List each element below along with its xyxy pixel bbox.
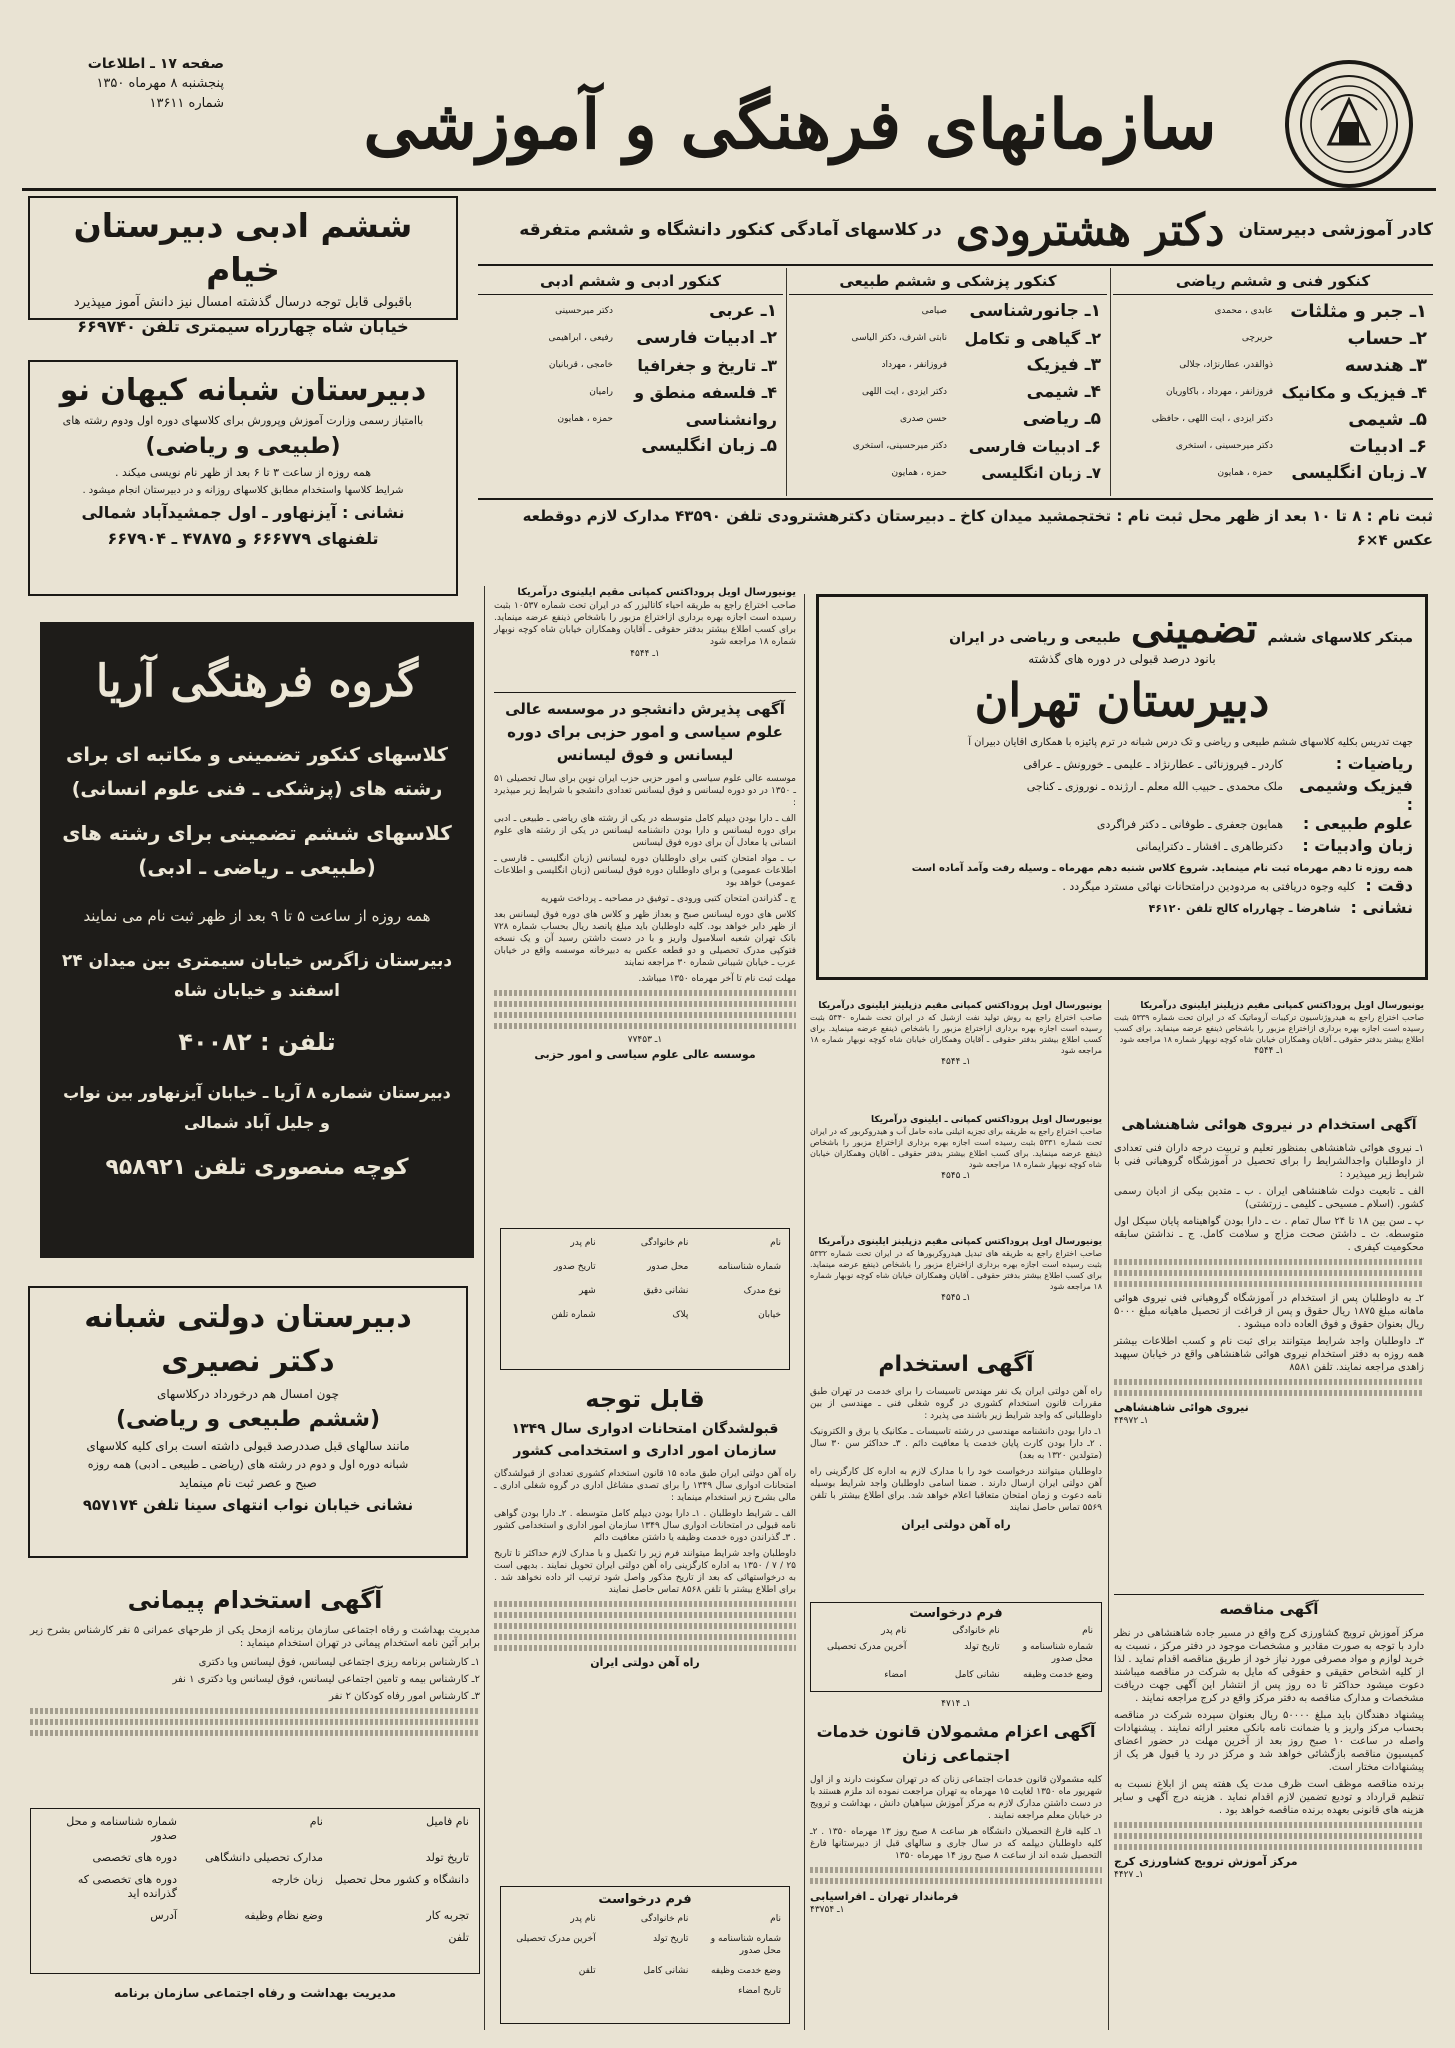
tabiei-item: ۷ـ زبان انگلیسی [981, 464, 1101, 482]
text-placeholder [494, 1601, 796, 1607]
col-adabi-items [617, 298, 777, 460]
airforce-body4: ۲ـ به داوطلبان پس از استخدام در آموزشگاه گروهبانی فنی نیروی هوائی ماهانه مبلغ ۱۸۷۵ ریال حقوق و پس از فراغت از تحصیل ماهیانه مبلغ ۵۰۰۰ ریال بعنوان حقوق و فوق العاده داده میشود . [1114, 1293, 1424, 1330]
monaghese-body3: برنده مناقصه موظف است ظرف مدت یک هفته پس از ابلاغ نسبت به تنظیم قرارداد و تودیع تضمین لازم اقدام نماید . هزینه درج آگهی و سایر هزینه های قانونی بعهده برنده مناقصه خواهد بود . [1114, 1779, 1424, 1816]
monaghese-sign: مرکز آموزش ترویج کشاورزی کرج [1114, 1855, 1298, 1868]
ghabel-body3: داوطلبان واجد شرایط میتوانند فرم زیر را تکمیل و با مدارک لازم حداکثر تا تاریخ ۲۵ / ۷ / ۱۳۵۰ به اداره کارگزینی راه آهن دولتی ایران تحویل نمایند . بدیهی است به درخواستهائی که بعد از تاریخ مذکور واصل شود ترتیب اثر داده نخواهد شد . برای اطلاع بیشتر با تلفن ۸۵۶۸ تماس حاصل نمایند [494, 1549, 796, 1595]
tehran-row-value: دکترطاهری ـ افشار ـ دکترایمانی [1136, 840, 1283, 853]
form-field-label: نام خانوادگی [952, 1626, 1000, 1636]
form-field-label: تاریخ صدور [553, 1262, 596, 1272]
patent-code: ۱ـ ۴۵۴۴ [630, 649, 660, 659]
form-field-label: آخرین مدرک تحصیلی [826, 1642, 907, 1652]
airforce-body3: پ ـ سن بین ۱۸ تا ۲۴ سال تمام . ت ـ دارا بودن گواهینامه پایان سیکل اول متوسطه. ث ـ داشتن صحت مزاج و سلامت کامل. ج ـ نداشتن سابقه محکومیت کیفری . [1114, 1216, 1425, 1253]
form-field-label: امضاء [884, 1670, 907, 1680]
text-placeholder [1114, 1390, 1424, 1396]
text-placeholder [1114, 1281, 1424, 1287]
ulum-body5: کلاس های دوره لیسانس صبح و بعداز ظهر و کلاس های دوره فوق لیسانس بعد از ظهر دایر خواهد بود. کلیه داوطلبان باید مبلغ پانصد ریال بحساب شماره ۷۲۸ بانک تهران شعبه اسلامبول واریز و با در دست داشتن رسید آن و یک نسخه فتوکپی مدرک تحصیلی و دو قطعه عکس به دبیرخانه موسسه واقع در خیابان عرب ـ خیابان شیبانی شماره ۳۰ مراجعه نمایند [494, 910, 796, 968]
tehran-l2-label: دقت : [1365, 876, 1413, 895]
shaba-title: دبیرستان شبانه کیهان نو [59, 373, 427, 408]
aria-line3: همه روزه از ساعت ۵ تا ۹ بعد از ظهر ثبت نام می نمایند [83, 907, 431, 925]
text-placeholder [1114, 1844, 1424, 1850]
form-field-label: نام خانوادگی [640, 1238, 689, 1248]
nasiri-line4: شبانه دوره اول و دوم در رشته های (ریاضی ـ طبیعی ـ ادبی) همه روزه [87, 1458, 409, 1471]
form-field-label: نام فامیل [426, 1815, 469, 1828]
patent-title: یونیورسال اویل پروداکتس کمپانی مقیم دزپلینز ایلینوی درآمریکا [818, 1237, 1102, 1247]
tehran-row-label: فیزیک وشیمی : [1298, 776, 1413, 814]
text-placeholder [810, 1867, 1102, 1873]
tabiei-teacher: فروزانفر ، مهرداد [881, 360, 947, 370]
newspaper-emblem [1285, 60, 1413, 188]
tehran-row-value: ملک محمدی ـ حبیب الله معلم ـ ارژنده ـ نوروزی ـ کناجی [1026, 780, 1283, 793]
aria-line4: دبیرستان زاگرس خیابان سیمتری بین میدان ۲۴ اسفند و خیابان شاه [61, 951, 453, 1001]
form-field-label: شماره شناسنامه و محل صدور [66, 1815, 177, 1842]
form-field-label: تاریخ تولد [652, 1934, 689, 1944]
form-field-label: نشانی کامل [643, 1966, 689, 1976]
tehran-l3: شاهرضا ـ چهارراه کالج تلفن ۴۶۱۲۰ [1148, 902, 1341, 915]
hashtroudi-pre: کادر آموزشی دبیرستان [1238, 220, 1433, 240]
ad-monaghese [1114, 1594, 1424, 2030]
tabiei-teacher: دکتر میرحسینی، استخری [852, 441, 947, 451]
estekhdam-title: آگهی استخدام [878, 1352, 1034, 1377]
ad-air-force [1114, 1114, 1424, 1588]
riazi-teacher: دکتر ایزدی ، ایت اللهی ، حافظی [1151, 414, 1273, 424]
ghabel-form-grid [509, 1913, 781, 1997]
col-riazi-items [1277, 298, 1427, 487]
patent-code: ۱ـ ۴۵۴۴ [941, 1057, 971, 1067]
column-divider [804, 594, 805, 2030]
ulum-body3: ب ـ مواد امتحان کتبی برای داوطلبان دوره لیسانس (زبان انگلیسی ـ فارسی ـ اطلاعات عمومی) و برای داوطلبان دوره فوق لیسانس (زبان انگلیسی و اطلاعات عمومی) خواهد بود [494, 854, 796, 888]
tehran-l2-row [831, 876, 1413, 898]
monaghese-body2: پیشنهاد دهندگان باید مبلغ ۵۰۰۰۰ ریال بعنوان سپرده شرکت در مناقصه بحساب مرکز واریز و یا ضمانت نامه بانکی معتبر ارائه نمایند . پیشنهادات واصله در ساعت ۱۰ صبح روز بعد از آخرین مهلت در حضور اعضای کمیسیون مناقصه بازگشائی خواهد شد و مرکز در رد یا قبول هر یک از پیشنهادات مختار است. [1114, 1710, 1425, 1773]
adabi-teacher: رامیان [589, 387, 613, 397]
tehran-header [831, 605, 1413, 652]
form-field-label: محل صدور [646, 1262, 689, 1272]
tehran-row4 [831, 836, 1413, 858]
tehran-title2: دبیرستان تهران [974, 673, 1270, 727]
nasiri-line2: (ششم طبیعی و ریاضی) [115, 1407, 381, 1432]
issue-date: پنجشنبه ۸ مهرماه ۱۳۵۰ [96, 76, 224, 91]
tehran-l1: همه روزه تا دهم مهرماه ثبت نام مینماید. شروع کلاس شنبه دهم مهرماه ـ وسیله رفت وآمد آماده است [911, 863, 1413, 874]
ad-hashtroudi [478, 200, 1433, 556]
form-field-label: تجربه کار [426, 1909, 469, 1922]
riazi-teacher: دکتر میرحسینی ، استخری [1175, 441, 1273, 451]
form-field-label: نام [1082, 1626, 1093, 1636]
tabiei-item: ۵ـ ریاضی [1022, 409, 1101, 429]
text-placeholder [30, 1730, 480, 1736]
text-placeholder [1114, 1259, 1424, 1265]
form-field-label: شماره تلفن [551, 1310, 596, 1320]
estekhdam-body2: ۱ـ دارا بودن دانشنامه مهندسی در رشته تاسیسات ـ مکانیک یا برق و الکترونیک . ۲ـ دارا بودن کارت پایان خدمت یا معافیت دائم . ۳ـ حداکثر سن ۳۰ سال (متولدین ۱۳۲۰ به بعد) [810, 1427, 1103, 1461]
text-placeholder [1114, 1270, 1424, 1276]
form-field-label: نشانی دقیق [643, 1286, 689, 1296]
tabiei-teacher: حمزه ، همایون [891, 468, 947, 478]
tabiei-item: ۲ـ گیاهی و تکامل [964, 329, 1101, 348]
adabi-item: ۲ـ ادبیات فارسی [636, 328, 777, 348]
form-field-label: وضع نظام وظیفه [244, 1909, 323, 1922]
ulum-form [500, 1228, 790, 1370]
riazi-teacher: حمزه ، همایون [1217, 468, 1273, 478]
form-field-label: شماره شناسنامه و محل صدور [1022, 1642, 1093, 1664]
airforce-body1: ۱ـ نیروی هوائی شاهنشاهی بمنظور تعلیم و تربیت درجه داران فنی تعدادی از داوطلبان واجدالشرایط را برای تحصیل در آموزشگاه گروهبانی فنی با شرایط زیر میپذیرد : [1114, 1143, 1424, 1180]
form-field-label: نام [770, 1238, 781, 1248]
ulum-body4: ج ـ گذراندن امتحان کتبی ورودی ـ توفیق در مصاحبه ـ پرداخت شهریه [540, 894, 796, 904]
zanan-body1: کلیه مشمولان قانون خدمات اجتماعی زنان که در تهران سکونت دارند و از اول شهریور ماه ۱۳۵۰ لغایت ۱۵ مهرماه به تهران مراجعت نموده اند ملزم هستند با در دست داشتن مدارک لازم به مرکز آموزش سپاهیان دانش ، بهداشت و ترویج در خیابان معلم مراجعه نمایند . [810, 1775, 1103, 1821]
tehran-pre: مبتکر کلاسهای ششم [1267, 630, 1413, 646]
text-placeholder [30, 1708, 480, 1714]
col-tabiei-heading: کنکور پزشکی و ششم طبیعی [789, 268, 1107, 295]
tabiei-teacher: نابتی اشرف، دکتر الیاسی [851, 333, 947, 343]
form-field-label: نام [309, 1815, 323, 1828]
form-field-label: تلفن [578, 1966, 596, 1976]
estekhdam-body3: داوطلبان میتوانند درخواست خود را با مدارک لازم به اداره کل کارگزینی راه آهن دولتی ایران ارسال دارند . ضمنا اسامی داوطلبان واجد شرایط بوسیله نامه دعوت و زمان امتحان متعاقبا اعلام خواهد شد. برای اطلاع بیشتر با تلفن ۵۵۶۹ تماس حاصل نمایند [810, 1467, 1102, 1513]
tehran-row-value: همایون جعفری ـ طوفانی ـ دکتر فراگردی [1096, 818, 1283, 831]
ghabel-sub1: قبولشدگان امتحانات ادواری سال ۱۳۴۹ [511, 1421, 779, 1437]
ad-aria [40, 622, 474, 1258]
riazi-item: ۵ـ شیمی [1348, 409, 1427, 430]
shaba-line6: تلفنهای ۶۶۶۷۷۹ و ۴۷۸۷۵ ـ ۶۶۷۹۰۴ [107, 529, 379, 548]
tehran-row-label: ریاضیات : [1335, 754, 1413, 773]
monaghese-code: ۱ـ ۴۴۲۷ [1114, 1870, 1144, 1880]
peymani-footer: مدیریت بهداشت و رفاه اجتماعی سازمان برنامه [113, 1986, 397, 2000]
ad-zanan [810, 1720, 1102, 2030]
text-placeholder [810, 1878, 1102, 1884]
tehran-sub1: بانود درصد قبولی در دوره های گذشته [1028, 652, 1216, 666]
tehran-intro: جهت تدریس بکلیه کلاسهای ششم طبیعی و ریاضی و تک درس شبانه در ترم پائیزه با همکاری اقایان دبیران آ [968, 737, 1413, 748]
form-field-label: شماره شناسنامه [717, 1262, 781, 1272]
form-field-label: وضع خدمت وظیفه [1022, 1670, 1093, 1680]
patent-body: صاحب اختراع راجع به روش تولید نفت ازشیل که در ایران تحت شماره ۵۳۴۰ بثبت رسیده است اجازه بهره برداری ازاختراع مزبور را باشخاص ذینفع عرضه مینماید. برای کسب اطلاع بیشتر بدفتر حقوقی ـ آقایان وهمکاران خیابان شاه کوچه نوبهار شماره ۱۸ مراجعه شود [810, 1013, 1102, 1055]
hashtroudi-col-riazi [1113, 268, 1433, 496]
form-field-label: دانشگاه و کشور محل تحصیل [334, 1873, 469, 1886]
form-field-label: تاریخ امضاء [738, 1986, 781, 1996]
ad-patent-mid2 [810, 1000, 1102, 1104]
estekhdam-form-title: فرم درخواست [909, 1606, 1003, 1621]
tehran-row-label: زبان وادبیات : [1302, 836, 1413, 855]
ghabel-form [500, 1886, 790, 2024]
ad-tehran [816, 594, 1428, 980]
nasiri-line6: نشانی خیابان نواب انتهای سینا تلفن ۹۵۷۱۷۴ [82, 1496, 414, 1514]
hashtroudi-rule-top [478, 264, 1433, 266]
airforce-title: آگهی استخدام در نیروی هوائی شاهنشاهی [1121, 1117, 1417, 1133]
khayyam-title: ششم ادبی دبیرستان خیام [73, 206, 413, 289]
tehran-l2: کلیه وجوه دریافتی به مردودین درامتحانات نهائی مسترد میگردد . [1062, 880, 1356, 893]
patent-body: صاحب اختراع راجع به طریقه احیاء کاتالیزر که در ایران تحت شماره ۱۰۵۳۷ بثبت رسیده است اجازه بهره برداری ازاختراع مزبور را باشخاص ذینفع عرضه مینماید. برای کسب اطلاع بیشتر بدفتر حقوقی ـ آقایان وهمکاران خیابان شاه کوچه نوبهار شماره ۱۸ مراجعه شود [494, 601, 796, 647]
tabiei-teacher: صیامی [921, 306, 947, 316]
shaba-line2: (طبیعی و ریاضی) [145, 434, 341, 459]
text-placeholder [1114, 1379, 1424, 1385]
patent-title: یونیورسال اویل پروداکتس کمپانی مقیم دزپلینز ایلینوی درآمریکا [1140, 1001, 1424, 1011]
hashtroudi-col-adabi [478, 268, 783, 496]
ad-patent-c1 [810, 1114, 1102, 1226]
form-field-label: دوره های تخصصی [92, 1851, 177, 1864]
estekhdam-body1: راه آهن دولتی ایران یک نفر مهندس تاسیسات را برای خدمت در تهران طبق مقررات قانون استخدام کشوری در گروه شغلی فنی ـ مهندسی از بین داوطلبانی که واجد شرایط زیر باشند می پذیرد : [810, 1387, 1102, 1421]
ulum-form-grid [509, 1237, 781, 1321]
nasiri-title2: دکتر نصیری [161, 1344, 335, 1379]
aria-line2: کلاسهای ششم تضمینی برای رشته های (طبیعی ـ ریاضی ـ ادبی) [62, 821, 452, 879]
khayyam-line2: خیابان شاه چهارراه سیمتری تلفن ۶۶۹۷۴۰ [77, 317, 409, 336]
peymani-title: آگهی استخدام پیمانی [127, 1586, 383, 1614]
peymani-form [30, 1808, 480, 1974]
issue-number: شماره ۱۳۶۱۱ [149, 96, 224, 111]
monaghese-body1: مرکز آموزش ترویج کشاورزی کرج واقع در مسیر جاده شاهنشاهی در نظر دارد با توجه به صورت مقادیر و مشخصات موجود در دفتر مرکز ، نسبت به خرید لوازم و مواد مصرفی مورد نیاز خود از طریق مناقصه اقدام نماید . لذا از کلیه اشخاص حقیقی و حقوقی که مایل به شرکت در مناقصه میباشند دعوت میشود حداکثر تا ده روز پس از انتشار این آگهی جهت دریافت مشخصات و مدارک مناقصه به دفتر مرکز واقع در کرج مراجعه نمایند . [1114, 1628, 1424, 1704]
adabi-item: ۵ـ زبان انگلیسی [641, 436, 777, 456]
hashtroudi-rule-bottom [478, 498, 1433, 500]
emblem-icon [1295, 70, 1403, 178]
col-adabi-teachers [483, 298, 613, 433]
text-placeholder [494, 1634, 796, 1640]
hashtroudi-register: ثبت نام : ۸ تا ۱۰ بعد از ظهر محل ثبت نام : تختجمشید میدان کاخ ـ دبیرستان دکترهشترودی تلفن ۴۳۵۹۰ مدارک لازم دوقطعه عکس ۴×۶ [522, 507, 1433, 549]
tabiei-teacher: حسن صدری [899, 414, 947, 424]
ad-khayyam [28, 196, 458, 336]
peymani-item: ۳ـ کارشناس امور رفاه کودکان ۲ نفر [329, 1691, 480, 1702]
airforce-code: ۱ـ ۴۴۹۷۲ [1114, 1416, 1149, 1426]
tabiei-item: ۱ـ جانورشناسی [969, 301, 1101, 321]
form-field-label: نام خانوادگی [640, 1914, 689, 1924]
estekhdam-form [810, 1602, 1102, 1692]
zanan-title: آگهی اعزام مشمولان قانون خدمات اجتماعی زنان [816, 1722, 1096, 1765]
form-field-label: تاریخ تولد [425, 1851, 469, 1864]
airforce-body2: الف ـ تابعیت دولت شاهنشاهی ایران . ب ـ متدین بیکی از ادیان رسمی کشور. (اسلام ـ مسیحی ـ کلیمی ـ زرتشتی) [1114, 1186, 1424, 1210]
adabi-item: ۴ـ فلسفه منطق و روانشناسی [634, 383, 777, 429]
tehran-row1 [831, 754, 1413, 776]
col-riazi-heading: کنکور فنی و ششم ریاضی [1113, 268, 1433, 295]
patent-code: ۱ـ ۴۵۴۵ [941, 1293, 971, 1303]
masthead-title: سازمانهای فرهنگی و آموزشی [363, 85, 1217, 165]
riazi-item: ۷ـ زبان انگلیسی [1291, 463, 1427, 483]
tehran-row-value: کاردر ـ فیروزنائی ـ عطارنژاد ـ علیمی ـ خورونش ـ عراقی [1023, 758, 1283, 771]
patent-body: صاحب اختراع راجع به هیدروژناسیون ترکیبات آروماتیک که در ایران تحت شماره ۵۳۳۹ بثبت رسیده است اجازه بهره برداری ازاختراع مزبور را باشخاص ذینفع عرضه مینماید. برای کسب اطلاع بیشتر بدفتر حقوقی ـ آقایان وهمکاران خیابان شاه کوچه نوبهار شماره ۱۸ مراجعه شود [1114, 1013, 1424, 1044]
masthead-rule [22, 188, 1436, 191]
col-tabiei-items [951, 298, 1101, 487]
separator [1114, 1594, 1424, 1595]
aria-line6: کوچه منصوری تلفن ۹۵۸۹۲۱ [105, 1155, 409, 1180]
peymani-form-grid [41, 1815, 469, 1945]
patent-title: یونیورسال اویل پروداکتس کمپانی مقیم ایلینوی درآمریکا [517, 587, 796, 598]
patent-title: یونیورسال اویل پروداکتس کمپانی مقیم دزپلینز ایلینوی درآمریکا [818, 1001, 1102, 1011]
ad-estekhdam [810, 1348, 1102, 1694]
patent-body: صاحب اختراع راجع به طریقه های تبدیل هیدروکربورها که در ایران تحت شماره ۵۳۳۲ بثبت رسیده است اجازه بهره برداری ازاختراع مزبور را باشخاص ذینفع عرضه مینماید. برای کسب اطلاع بیشتر بدفتر حقوقی ـ آقایان وهمکاران خیابان شاه کوچه نوبهار شماره ۱۸ مراجعه شود [810, 1249, 1102, 1291]
ulum-sign: موسسه عالی علوم سیاسی و امور حزبی [534, 1048, 756, 1061]
form-field-label: نام پدر [570, 1914, 596, 1924]
ghabel-body2: الف ـ شرایط داوطلبان . ۱ـ دارا بودن دیپلم کامل متوسطه . ۲ـ دارا بودن گواهی نامه قبولی در امتحانات ادواری سال ۱۳۴۹ سازمان امور اداری و استخدامی کشور . ۳ـ گذراندن دوره خدمت وظیفه یا داشتن معافیت دائم [494, 1509, 796, 1543]
text-placeholder [494, 1612, 796, 1618]
ulum-body1: موسسه عالی علوم سیاسی و امور حزبی حزب ایران نوین برای سال تحصیلی ۵۱ ـ ۱۳۵۰ در دو دوره لیسانس و فوق لیسانس تعدادی دانشجو با شرایط زیر میپذیرد : [494, 774, 797, 808]
text-placeholder [1114, 1833, 1424, 1839]
airforce-body5: ۳ـ داوطلبان واجد شرایط میتوانند برای ثبت نام و کسب اطلاعات بیشتر همه روزه به دفتر استخدام نیروی هوائی شاهنشاهی واقع در خیابان سپهبد زاهدی مراجعه نمایند. تلفن ۸۵۸۱ [1114, 1336, 1424, 1373]
estekhdam-sign: راه آهن دولتی ایران [901, 1518, 1011, 1531]
riazi-teacher: حریرچی [1241, 333, 1273, 343]
form-field-label: خیابان [758, 1310, 781, 1320]
tabiei-teacher: دکتر ایزدی ، ایت اللهی [861, 387, 947, 397]
ulum-code: ۱ـ ۷۷۴۵۳ [627, 1035, 663, 1045]
hashtroudi-divider [1110, 268, 1111, 496]
hashtroudi-col-tabiei [789, 268, 1107, 496]
peymani-item: ۱ـ کارشناس برنامه ریزی اجتماعی لیسانس، فوق لیسانس ویا دکتری [198, 1657, 480, 1668]
form-field-label: نام پدر [570, 1238, 596, 1248]
tabiei-item: ۴ـ شیمی [1026, 382, 1101, 402]
form-field-label: نام [770, 1914, 781, 1924]
riazi-item: ۴ـ فیزیک و مکانیک [1281, 383, 1427, 402]
tehran-row3 [831, 814, 1413, 836]
ad-shaba [28, 360, 458, 596]
form-field-label: وضع خدمت وظیفه [710, 1966, 781, 1976]
nasiri-line5: صبح و عصر ثبت نام مینماید [179, 1476, 317, 1490]
riazi-teacher: عابدی ، محمدی [1214, 306, 1273, 316]
tehran-title1-post: طبیعی و ریاضی در ایران [949, 630, 1121, 646]
form-field-label: آخرین مدرک تحصیلی [516, 1934, 596, 1944]
patent-title: یونیورسال اویل پروداکتس کمپانی ـ ایلینوی درآمریکا [870, 1115, 1102, 1125]
aria-phone1: تلفن : ۴۰۰۸۲ [178, 1028, 336, 1056]
shaba-line4: شرایط کلاسها واستخدام مطابق کلاسهای روزانه و در دبیرستان انجام میشود . [82, 485, 404, 496]
page-number: صفحه ۱۷ ـ اطلاعات [87, 56, 224, 72]
ad-patent-c2 [810, 1236, 1102, 1340]
adabi-teacher: دکتر میرحسینی [555, 306, 613, 316]
riazi-teacher: ذوالقدر، عطارنژاد، جلالی [1179, 360, 1273, 370]
ad-patent-top [494, 586, 796, 686]
aria-title: گروه فرهنگی آریا [95, 656, 419, 707]
form-field-label: پلاک [672, 1310, 689, 1320]
adabi-item: ۱ـ عربی [709, 301, 777, 321]
column-divider [1108, 1000, 1109, 2030]
riazi-item: ۲ـ حساب [1347, 328, 1427, 349]
text-placeholder [30, 1719, 480, 1725]
text-placeholder [494, 1023, 796, 1029]
form-field-label: دوره های تخصصی که گذرانده اید [77, 1873, 177, 1900]
text-placeholder [494, 1645, 796, 1651]
ghabel-title: قابل توجه [585, 1385, 705, 1413]
tehran-row-label: علوم طبیعی : [1302, 814, 1413, 833]
hashtroudi-divider [786, 268, 787, 496]
patent-code: ۱ـ ۴۵۴۵ [941, 1171, 971, 1181]
shaba-line3: همه روزه از ساعت ۳ تا ۶ بعد از ظهر نام نویسی میکند . [114, 466, 372, 479]
zanan-code: ۱ـ ۴۳۷۵۴ [810, 1905, 845, 1915]
aria-line5: دبیرستان شماره ۸ آریا ـ خیابان آیزنهاور بین نواب و جلیل آباد شمالی [63, 1083, 451, 1132]
masthead [0, 0, 1455, 190]
adabi-teacher: حمزه ، همایون [557, 414, 613, 424]
zanan-body2: ۱ـ کلیه فارغ التحصیلان دانشگاه هر ساعت ۸ صبح روز ۱۳ مهرماه ۱۳۵۰ . ۲ـ کلیه داوطلبان دیپلمه که در سال جاری و سالهای قبل از دبیرستانها فارغ التحصیل شده اند از ساعت ۸ صبح روز ۱۴ مهرماه ۱۳۵۰ [810, 1827, 1103, 1861]
peymani-intro: مدیریت بهداشت و رفاه اجتماعی سازمان برنامه ازمحل یکی از طرحهای عمرانی ۵ نفر کارشناس بشرح زیر برابر آئین نامه استخدام پیمانی در تهران استخدام مینماید : [30, 1625, 480, 1649]
form-field-label: نشانی کامل [954, 1670, 1000, 1680]
ad-ulum-siasi [494, 698, 796, 1218]
riazi-teacher: فروزانفر ، مهرداد ، باکاوریان [1165, 387, 1273, 397]
ghabel-sub2: سازمان امور اداری و استخدامی کشور [513, 1443, 777, 1459]
form-field-label: شماره شناسنامه و محل صدور [710, 1934, 781, 1956]
patent-code: ۱ـ ۴۵۴۴ [1254, 1046, 1284, 1056]
adabi-teacher: خامجی ، قربانیان [548, 360, 613, 370]
nasiri-line3: مانند سالهای قبل صددرصد قبولی داشته است برای کلیه کلاسهای [86, 1439, 410, 1453]
tabiei-item: ۳ـ فیزیک [1026, 355, 1101, 375]
patent-body: صاحب اختراع راجع به طریقه برای تجزیه اتیلنی ماده حامل آب و هیدروکربور که در ایران تحت شماره ۵۳۳۱ بثبت رسیده است اجازه بهره برداری ازاختراع مزبور را باشخاص ذینفع عرضه مینماید. برای کسب اطلاع بیشتر بدفتر حقوقی ـ آقایان وهمکاران خیابان شاه کوچه نوبهار شماره ۱۸ مراجعه شود [810, 1127, 1103, 1169]
shaba-line5: نشانی : آیزنهاور ـ اول جمشیدآباد شمالی [81, 503, 405, 522]
form-field-label: نوع مدرک [743, 1286, 781, 1296]
hashtroudi-header [478, 200, 1433, 260]
tehran-l3-row [831, 898, 1413, 920]
peymani-item: ۲ـ کارشناس بیمه و تامین اجتماعی لیسانس، فوق لیسانس ویا دکتری ۱ نفر [172, 1674, 480, 1685]
text-placeholder [494, 990, 796, 996]
ulum-body6: مهلت ثبت نام تا آخر مهرماه ۱۳۵۰ میباشد. [638, 974, 796, 984]
col-tabiei-teachers [797, 298, 947, 487]
form-field-label: زبان خارجه [271, 1873, 323, 1886]
form-field-label: نام پدر [881, 1626, 907, 1636]
nasiri-title1: دبیرستان دولتی شبانه [84, 1300, 412, 1335]
form-field-label: تاریخ تولد [964, 1642, 1000, 1652]
estekhdam-code: ۱ـ ۴۷۱۴ [941, 1699, 971, 1709]
tehran-title1: تضمینی [1131, 605, 1258, 652]
text-placeholder [494, 1012, 796, 1018]
col-adabi-heading: کنکور ادبی و ششم ادبی [478, 268, 783, 295]
text-placeholder [1114, 1822, 1424, 1828]
ghabel-sign: راه آهن دولتی ایران [590, 1656, 700, 1669]
text-placeholder [494, 1623, 796, 1629]
monaghese-title: آگهی مناقصه [1219, 1600, 1319, 1618]
shaba-line1: باامتیاز رسمی وزارت آموزش وپرورش برای کلاسهای دوره اول ودوم رشته های [62, 414, 424, 427]
riazi-item: ۱ـ جبر و مثلثات [1290, 301, 1427, 322]
text-placeholder [494, 1001, 796, 1007]
tehran-row2 [831, 776, 1413, 814]
ulum-body2: الف ـ دارا بودن دیپلم کامل متوسطه در یکی از رشته های ریاضی ـ طبیعی ـ ادبی برای دوره لیسانس و دارا بودن دانشنامه لیسانس در یکی از رشته های علوم انسانی یا معادل آن برای دوره فوق لیسانس [494, 814, 796, 848]
estekhdam-form-grid [819, 1625, 1093, 1681]
adabi-item: ۳ـ تاریخ و جغرافیا [637, 356, 777, 375]
ad-peymani [30, 1580, 480, 2030]
form-field-label: شهر [579, 1286, 596, 1296]
khayyam-line1: باقبولی قابل توجه درسال گذشته امسال نیز دانش آموز میپذیرد [73, 295, 413, 310]
adabi-teacher: رفیعی ، ابراهیمی [548, 333, 613, 343]
tehran-l3-label: نشانی : [1350, 898, 1413, 917]
col-riazi-teachers [1123, 298, 1273, 487]
ad-patent-mid1 [1114, 1000, 1424, 1104]
form-field-label: آدرس [150, 1909, 177, 1922]
separator [494, 692, 796, 693]
zanan-sign: فرماندار تهران ـ افراسیابی [810, 1890, 959, 1903]
ghabel-form-title: فرم درخواست [598, 1892, 692, 1907]
airforce-sign: نیروی هوائی شاهنشاهی [1114, 1401, 1249, 1414]
hashtroudi-title: دکتر هشترودی [955, 204, 1225, 256]
nasiri-line1: چون امسال هم درخورداد درکلاسهای [156, 1387, 340, 1401]
ulum-title: آگهی پذیرش دانشجو در موسسه عالی علوم سیاسی و امور حزبی برای دوره لیسانس و فوق لیسانس [505, 700, 785, 764]
ghabel-body1: راه آهن دولتی ایران طبق ماده ۱۵ قانون استخدام کشوری تعدادی از قبولشدگان امتحانات ادواری سال ۱۳۴۹ را برای تصدی مشاغل اداری در گروه شغلی اداری ـ مالی بشرح زیر استخدام مینماید : [494, 1469, 796, 1503]
form-field-label: تلفن [448, 1931, 469, 1944]
form-field-label: مدارک تحصیلی دانشگاهی [205, 1851, 323, 1864]
ad-ghabel [494, 1380, 796, 2030]
aria-line1: کلاسهای کنکور تضمینی و مکاتبه ای برای رشته های (پزشکی ـ فنی علوم انسانی) [66, 744, 448, 800]
riazi-item: ۶ـ ادبیات [1349, 436, 1427, 457]
hashtroudi-post: در کلاسهای آمادگی کنکور دانشگاه و ششم متفرقه [519, 220, 942, 240]
riazi-item: ۳ـ هندسه [1344, 355, 1427, 376]
ad-nasiri [28, 1286, 468, 1558]
column-divider [484, 586, 485, 2030]
tabiei-item: ۶ـ ادبیات فارسی [968, 437, 1101, 456]
